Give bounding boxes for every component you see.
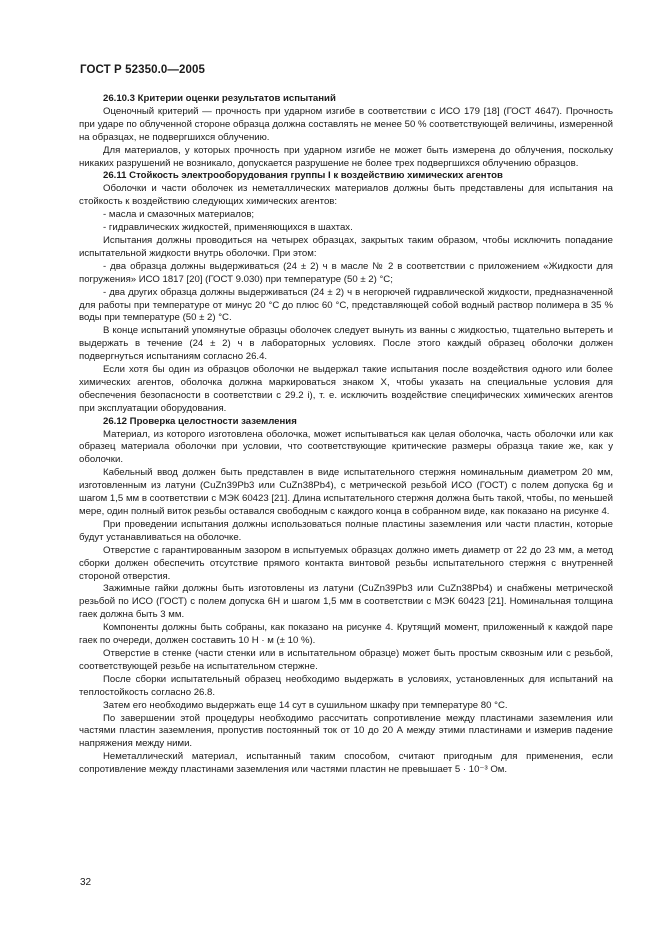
paragraph: Испытания должны проводиться на четырех образцах, закрытых таким образом, чтобы исключить попадание испытательной жидкости внутрь оболочки. При этом:	[79, 234, 613, 259]
paragraph: Оценочный критерий — прочность при ударном изгибе в соответствии с ИСО 179 [18] (ГОСТ 4647). Прочность при ударе по облученной стороне образца должна составлять не менее 50 % соответствующей величины, измеренной на образцах, не подвергшихся облучению.	[79, 105, 613, 143]
list-item: - два образца должны выдерживаться (24 ± 2) ч в масле № 2 в соответствии с приложением «Жидкости для погружения» ИСО 1817 [20] (ГОСТ 9.030) при температуре (50 ± 2) °С;	[79, 260, 613, 285]
document-header: ГОСТ Р 52350.0—2005	[80, 64, 205, 76]
page-number: 32	[80, 877, 92, 888]
section-heading: 26.10.3 Критерии оценки результатов испытаний	[103, 93, 336, 104]
paragraph: По завершении этой процедуры необходимо рассчитать сопротивление между пластинами заземления или частями пластин заземления, пропустив постоянный ток от 10 до 20 А между этими пластинами и измерив падение напряжения между ними.	[79, 712, 613, 750]
paragraph: Отверстие в стенке (части стенки или в испытательном образце) может быть простым сквозным или с резьбой, соответствующей резьбе на испытательном стержне.	[79, 647, 613, 672]
paragraph: Материал, из которого изготовлена оболочка, может испытываться как целая оболочка, часть оболочки или как образец материала оболочки при условии, что соответствующие критические размеры образца такие же, как у оболочки.	[79, 428, 613, 466]
list-item: - масла и смазочных материалов;	[103, 209, 255, 221]
paragraph: Зажимные гайки должны быть изготовлены из латуни (CuZn39Pb3 или CuZn38Pb4) и снабжены метрической резьбой по ИСО (ГОСТ) с полем допуска 6Н и шагом 1,5 мм в соответствии с МЭК 60423 [21]. Номинальная толщина гаек должна быть 3 мм.	[79, 583, 613, 621]
paragraph: Отверстие с гарантированным зазором в испытуемых образцах должно иметь диаметр от 22 до 23 мм, а метод сборки должен обеспечить отсутствие прямого контакта винтовой резьбы испытательного стержня с внутренней стороной отверстия.	[79, 544, 613, 582]
paragraph: Если хотя бы один из образцов оболочки не выдержал такие испытания после воздействия одного или более химических агентов, оболочка должна маркироваться знаком X, чтобы указать на специальные условия для обеспечения безопасности в соответствии с 29.2 i), т. е. исключить воздействие специфических химических агентов при эксплуатации оборудования.	[79, 364, 613, 414]
paragraph: Затем его необходимо выдержать еще 14 сут в сушильном шкафу при температуре 80 °С.	[103, 699, 508, 711]
paragraph: Для материалов, у которых прочность при ударном изгибе не может быть измерена до облучения, поскольку никаких разрушений не возникало, допускается разрушение не более трех подвергшихся облучению образцов.	[79, 144, 613, 169]
section-heading: 26.12 Проверка целостности заземления	[103, 415, 297, 427]
list-item: - гидравлических жидкостей, применяющихся в шахтах.	[103, 222, 353, 234]
paragraph: При проведении испытания должны использоваться полные пластины заземления или части пластин, которые будут устанавливаться на оболочке.	[79, 518, 613, 543]
document-body	[79, 93, 613, 777]
list-item: - два других образца должны выдерживаться (24 ± 2) ч в негорючей гидравлической жидкости, предназначенной для работы при температуре от минус 20 °С до плюс 60 °С, представляющей собой водный раствор полимера в 35 % воды при температуре (50 ± 2) °С.	[79, 286, 613, 324]
paragraph: Кабельный ввод должен быть представлен в виде испытательного стержня номинальным диаметром 20 мм, изготовленным из латуни (CuZn39Pb3 или CuZn38Pb4), с метрической резьбой ИСО (ГОСТ) с полем допуска 6g и шагом 1,5 мм в соответствии с МЭК 60423 [21]. Длина испытательного стержня должна быть такой, чтобы, по меньшей мере, один полный виток резьбы оставался свободным с каждого конца в собранном виде, как показано на рисунке 4.	[79, 467, 613, 517]
paragraph: Неметаллический материал, испытанный таким способом, считают пригодным для применения, если сопротивление между пластинами заземления или частями пластин не превышает 5 · 10⁻³ Ом.	[79, 751, 613, 776]
paragraph: Оболочки и части оболочек из неметаллических материалов должны быть представлены для испытания на стойкость к воздействию следующих химических агентов:	[79, 183, 613, 208]
paragraph: Компоненты должны быть собраны, как показано на рисунке 4. Крутящий момент, приложенный к каждой паре гаек по очереди, должен составить 10 Н · м (± 10 %).	[79, 622, 613, 647]
paragraph: После сборки испытательный образец необходимо выдержать в условиях, установленных для испытаний на теплостойкость согласно 26.8.	[79, 673, 613, 698]
section-heading: 26.11 Стойкость электрооборудования группы I к воздействию химических агентов	[103, 170, 503, 182]
paragraph: В конце испытаний упомянутые образцы оболочек следует вынуть из ванны с жидкостью, тщательно вытереть и выдержать в течение (24 ± 2) ч в лабораторных условиях. После этого каждый образец оболочки должен подвергнуться испытаниям согласно 26.4.	[79, 325, 613, 363]
